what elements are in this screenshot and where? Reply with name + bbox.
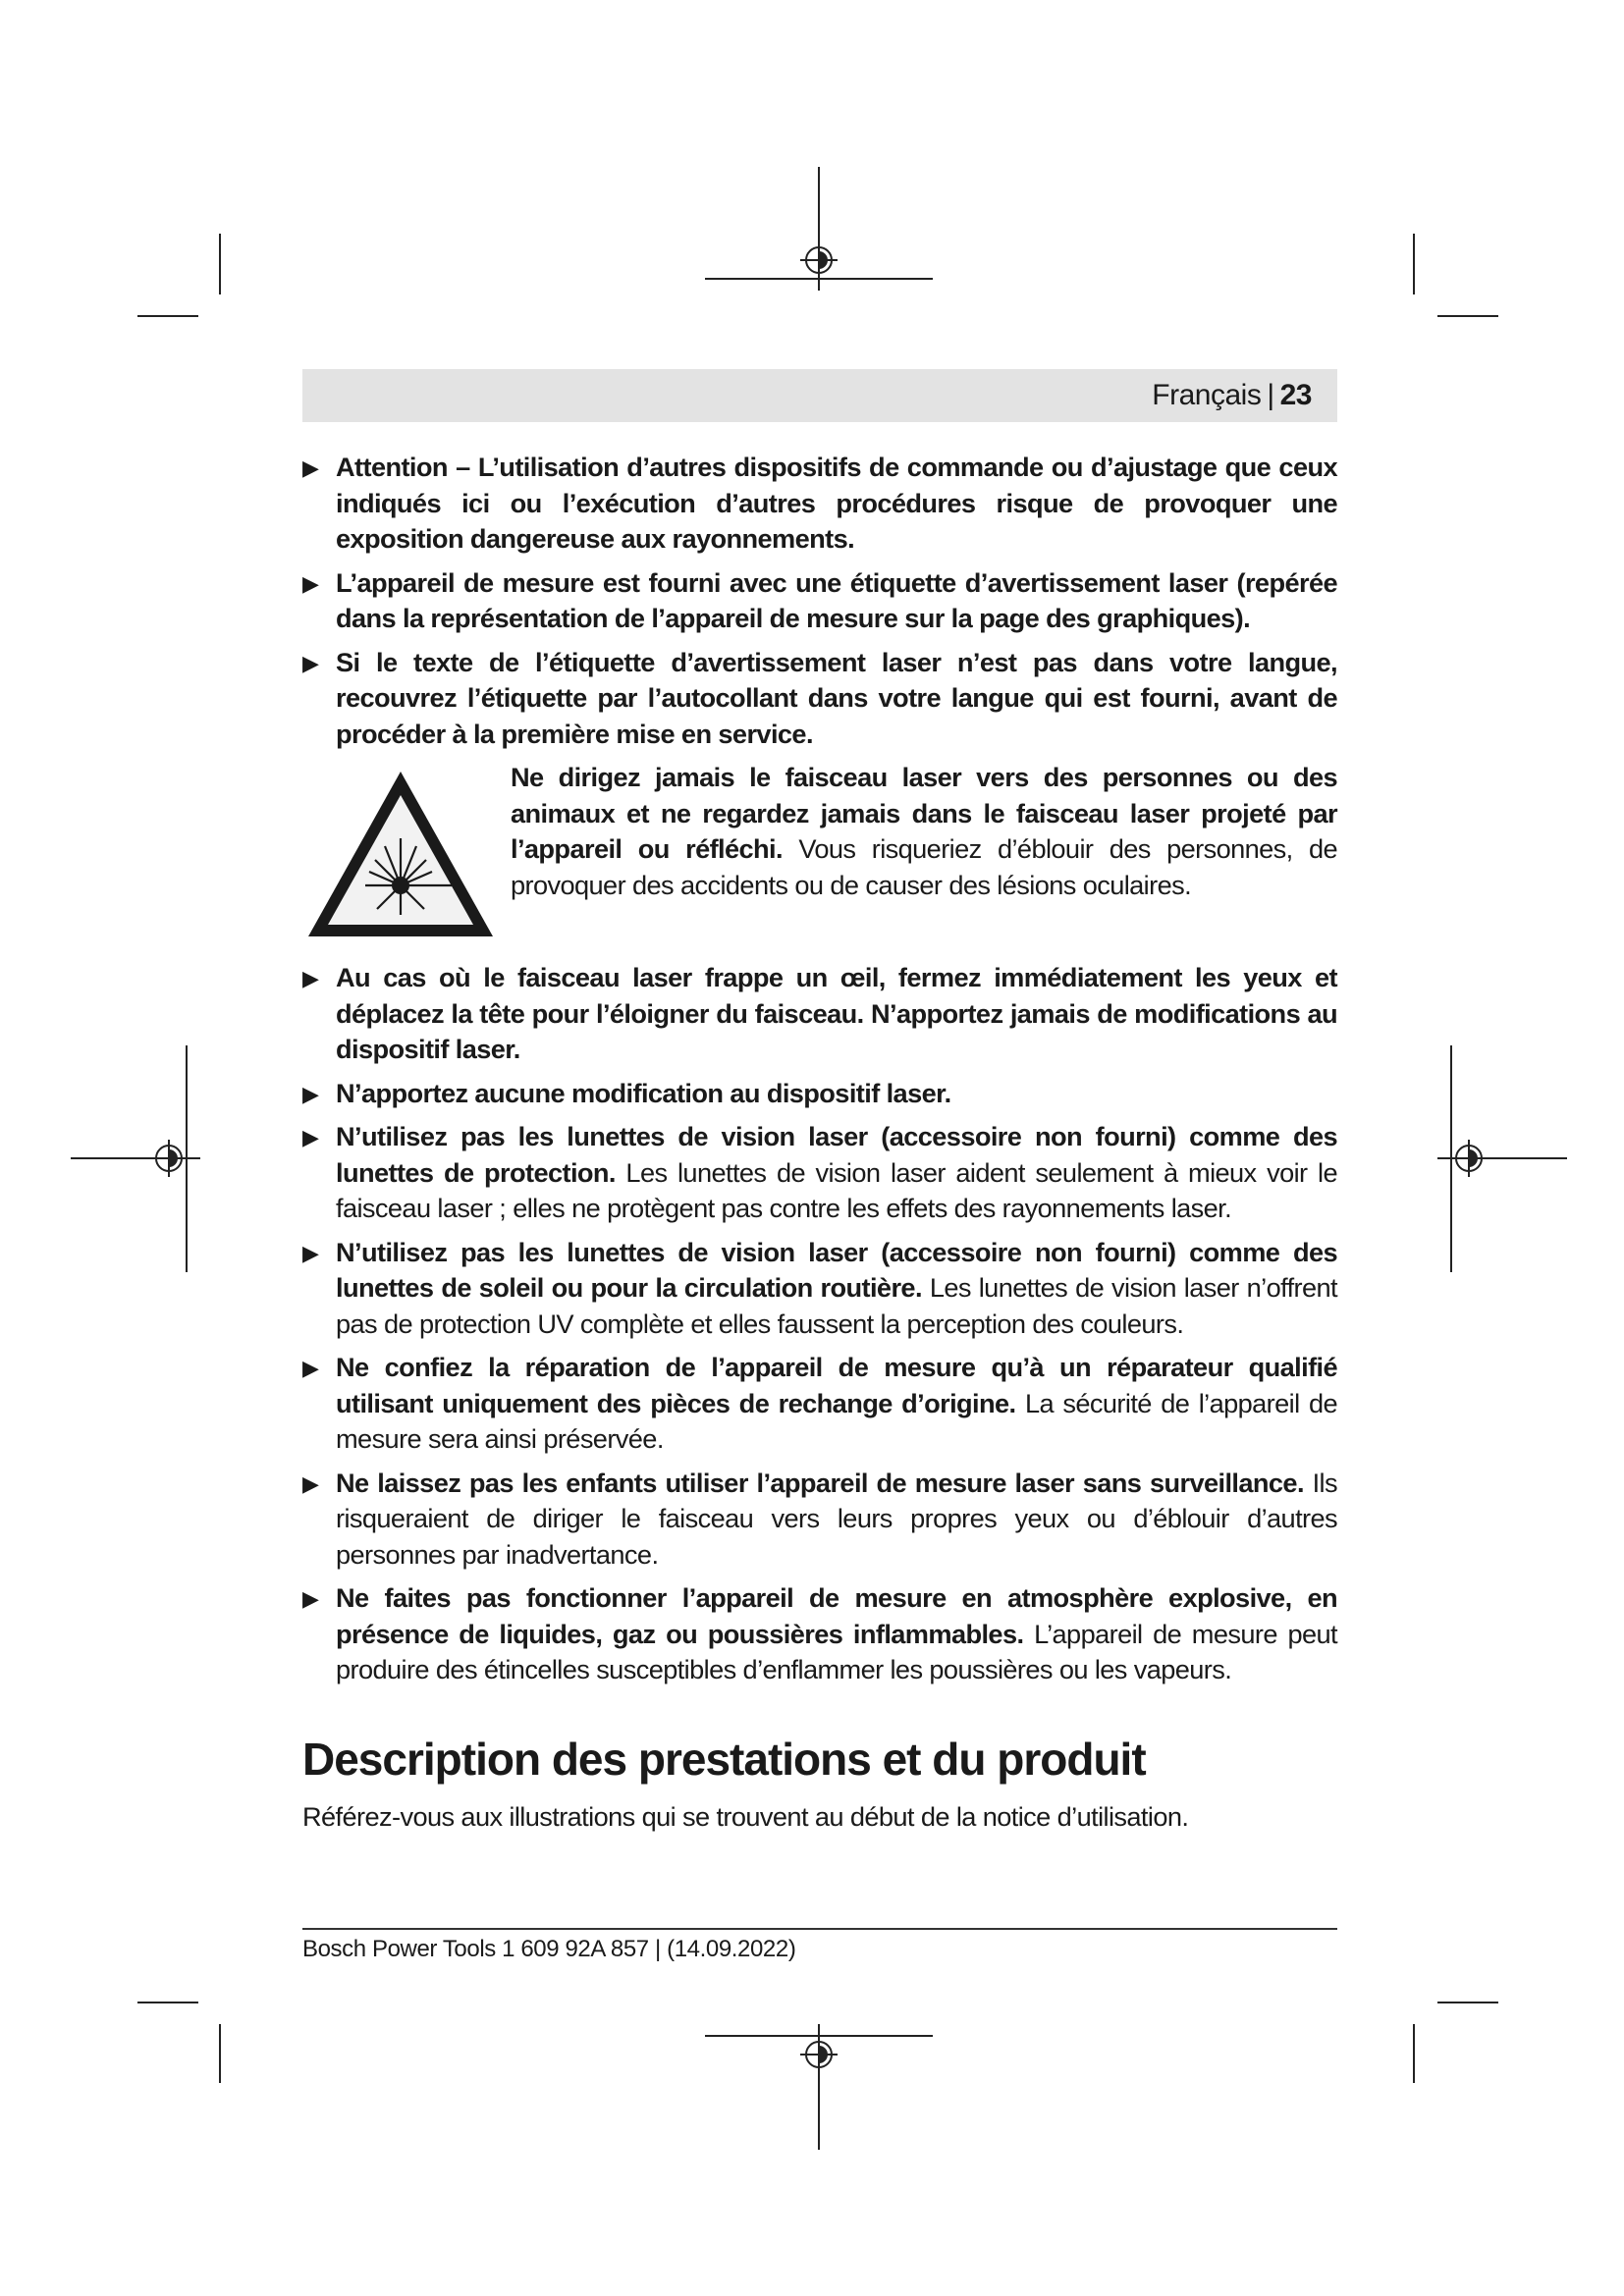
safety-item-lead: N’apportez aucune modification au dispositif laser. [336, 1077, 951, 1108]
section-description: Référez-vous aux illustrations qui se trouvent au début de la notice d’utilisation. [302, 1801, 1189, 1832]
safety-item [302, 1235, 1337, 1343]
bullet-arrow-icon: ▶ [302, 1356, 319, 1380]
safety-item-text: L’appareil de mesure peut produire des étincelles susceptibles d’enflammer les poussières ou les vapeurs. [336, 1618, 1337, 1684]
safety-item-lead: Si le texte de l’étiquette d’avertissement laser n’est pas dans votre langue, recouvrez l’étiquette par l’autocollant dans votre langue qui est fourni, avant de procéder à la première mise en service. [336, 646, 1337, 749]
safety-item [302, 960, 1337, 1068]
bullet-arrow-icon: ▶ [302, 966, 319, 990]
safety-item [302, 565, 1337, 637]
safety-item [302, 1119, 1337, 1227]
safety-item-lead: L’appareil de mesure est fourni avec une étiquette d’avertissement laser (repérée dans la représentation de l’appareil de mesure sur la page des graphiques). [336, 566, 1337, 633]
laser-warning-text: Vous risqueriez d’éblouir des personnes, de provoquer des accidents ou de causer des lésions oculaires. [511, 833, 1337, 900]
safety-item-lead: Au cas où le faisceau laser frappe un œil, fermez immédiatement les yeux et déplacez la tête pour l’éloigner du faisceau. N’apportez jamais de modifications au dispositif laser. [336, 962, 1337, 1064]
bullet-arrow-icon: ▶ [302, 455, 319, 480]
bullet-arrow-icon: ▶ [302, 1240, 319, 1265]
laser-warning-lead: Ne dirigez jamais le faisceau laser vers des personnes ou des animaux et ne regardez jamais dans le faisceau laser projeté par l’appareil ou réfléchi. [511, 762, 1337, 864]
safety-item [302, 1076, 1337, 1112]
laser-warning-block [302, 760, 1337, 946]
page-header [1152, 379, 1312, 412]
safety-item-lead: Ne faites pas fonctionner l’appareil de mesure en atmosphère explosive, en présence de liquides, gaz ou poussières inflammables. [336, 1582, 1337, 1649]
laser-warning-icon [304, 768, 497, 940]
safety-item-text: Ils risqueraient de diriger le faisceau vers leurs propres yeux ou d’éblouir d’autres personnes par inadvertance. [336, 1467, 1337, 1570]
bullet-arrow-icon: ▶ [302, 1470, 319, 1496]
header-separator: | [1267, 379, 1274, 411]
bullet-arrow-icon: ▶ [302, 1586, 319, 1611]
page-footer: Bosch Power Tools 1 609 92A 857 | (14.09.2022) [302, 1936, 796, 1962]
page-header-bar [302, 369, 1337, 422]
safety-item-lead: Ne confiez la réparation de l’appareil de mesure qu’à un réparateur qualifié utilisant uniquement des pièces de rechange d’origine. [336, 1352, 1337, 1418]
safety-instructions [302, 450, 1337, 1696]
bullet-arrow-icon: ▶ [302, 1125, 319, 1149]
section-title: Description des prestations et du produit [302, 1734, 1146, 1785]
safety-item [302, 450, 1337, 558]
header-language: Français [1152, 379, 1262, 411]
bullet-arrow-icon: ▶ [302, 650, 319, 675]
page-number: 23 [1279, 379, 1312, 411]
safety-item [302, 1466, 1337, 1574]
safety-item-text: Les lunettes de vision laser aident seulement à mieux voir le faisceau laser ; elles ne protègent pas contre les effets des rayonnements laser. [336, 1156, 1337, 1223]
footer-divider [302, 1928, 1337, 1930]
bullet-arrow-icon: ▶ [302, 570, 319, 596]
safety-item [302, 1580, 1337, 1688]
safety-item-text: La sécurité de l’appareil de mesure sera ainsi préservée. [336, 1387, 1337, 1454]
safety-item-lead: N’utilisez pas les lunettes de vision laser (accessoire non fourni) comme des lunettes de soleil ou pour la circulation routière. [336, 1236, 1337, 1303]
bullet-arrow-icon: ▶ [302, 1081, 319, 1106]
safety-item-lead: Ne laissez pas les enfants utiliser l’appareil de mesure laser sans surveillance. [336, 1467, 1304, 1498]
safety-item [302, 645, 1337, 753]
safety-item-text: Les lunettes de vision laser n’offrent pas de protection UV complète et elles faussent la perception des couleurs. [336, 1272, 1337, 1339]
safety-item-lead: N’utilisez pas les lunettes de vision laser (accessoire non fourni) comme des lunettes de protection. [336, 1121, 1337, 1188]
safety-item [302, 1350, 1337, 1458]
safety-item-lead: Attention – L’utilisation d’autres dispositifs de commande ou d’ajustage que ceux indiqués ici ou l’exécution d’autres procédures risque de provoquer une exposition dangereuse aux rayonnements. [336, 452, 1337, 554]
